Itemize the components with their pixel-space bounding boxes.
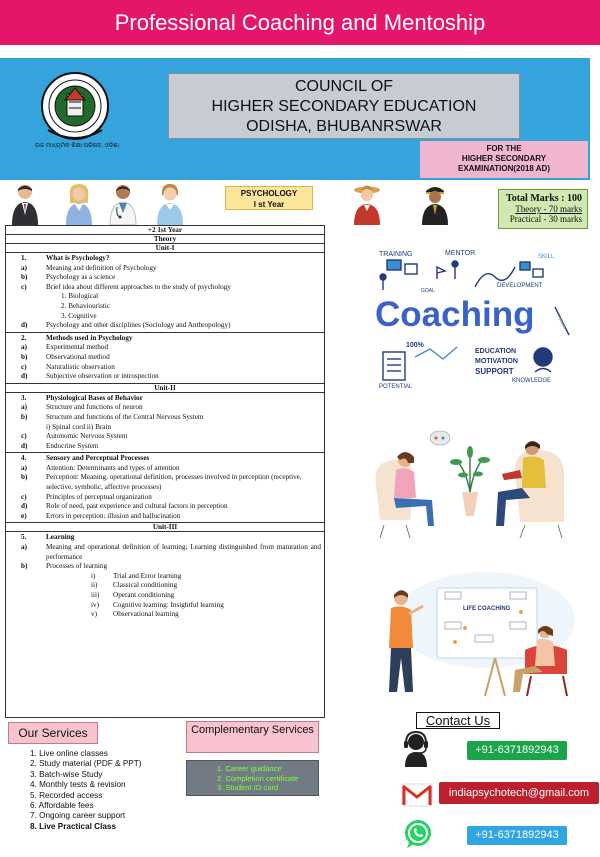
item-letter: b) [21, 562, 28, 571]
topic-item: Psychology and other disciplines (Sociology and Anthropology) [46, 321, 231, 330]
practical-marks: Practical - 30 marks [509, 214, 582, 224]
item-letter: a) [21, 543, 27, 552]
art-word: GOAL [421, 288, 435, 294]
complementary-list [186, 760, 319, 796]
service-item: 6. Affordable fees [30, 801, 94, 811]
subject-name: PSYCHOLOGY [240, 189, 298, 198]
whatsapp-icon [402, 818, 434, 850]
item-letter: e) [21, 511, 27, 520]
sub-text: Classical conditioning [113, 581, 178, 590]
service-item: 7. Ongoing career support [30, 811, 126, 821]
council-line: HIGHER SECONDARY EDUCATION [211, 98, 477, 115]
sub-text: Observational learning [113, 610, 179, 619]
topic-section [6, 532, 324, 620]
art-word: KNOWLEDGE [512, 378, 552, 384]
service-item: 2. Study material (PDF & PPT) [30, 759, 142, 769]
email-button[interactable]: indiapsychotech@gmail.com [439, 782, 599, 804]
topic-item: Meaning and definition of Psychology [46, 263, 157, 272]
service-item: 4. Monthly tests & revision [30, 780, 126, 790]
art-word: TRAINING [379, 251, 413, 258]
subject-label [225, 186, 313, 210]
art-word: Coaching [375, 295, 535, 334]
topic-number: 2. [21, 333, 27, 342]
item-letter: b) [21, 273, 28, 282]
sub-number: ii) [91, 581, 98, 590]
subject-year: I st Year [253, 200, 285, 209]
item-letter: b) [21, 352, 28, 361]
counseling-illustration [370, 430, 570, 540]
topic-title: What is Psychology? [46, 254, 110, 262]
theory-marks: Theory - 70 marks [515, 204, 582, 214]
sub-item [6, 581, 324, 591]
complementary-item: 2. Completion certificate [217, 773, 299, 783]
art-word: POTENTIAL [379, 384, 413, 390]
item-letter: a) [21, 463, 27, 472]
topic-number: 5. [21, 533, 27, 542]
item-letter: a) [21, 403, 27, 412]
farmer-icon [352, 183, 382, 225]
phone-button[interactable]: +91-6371892943 [467, 741, 567, 760]
art-word: EDUCATION [475, 348, 517, 355]
board-label: LIFE COACHING [463, 606, 511, 612]
service-item: 3. Batch-wise Study [30, 769, 103, 779]
topic-number: 4. [21, 454, 27, 463]
topic-title: Learning [46, 533, 75, 542]
item-letter: b) [21, 473, 28, 482]
topic-section [6, 253, 324, 333]
art-word: MOTIVATION [475, 358, 518, 365]
topic-item: Experimental method [46, 343, 109, 352]
exam-line: FOR THE [486, 144, 522, 153]
item-letter: d) [21, 502, 28, 511]
art-word: SKILL [538, 254, 555, 260]
topic-item: Psychology as a science [46, 273, 116, 282]
topic-item: Endocrine System [46, 441, 99, 450]
item-letter: d) [21, 441, 28, 450]
gmail-icon [401, 783, 433, 807]
topic-title: Methods used in Psychology [46, 333, 133, 342]
item-letter: a) [21, 263, 27, 272]
topic-number: 3. [21, 393, 27, 402]
nurse-icon [155, 183, 185, 225]
unit-heading: Unit-I [6, 244, 324, 253]
topic-item: Principles of perceptual organization [46, 492, 152, 501]
service-item: 1. Live online classes [30, 749, 108, 758]
topic-section [6, 333, 324, 384]
council-title [168, 73, 520, 139]
sub-item [6, 591, 324, 601]
topic-item: Observational method [46, 352, 110, 361]
topic-item: Attention: Determinants and types of attention [46, 463, 180, 472]
art-word: DEVELOPMENT [497, 283, 543, 289]
sub-text: Operant conditioning [113, 591, 175, 599]
syllabus-title: +2 1st Year [6, 226, 324, 235]
exam-label [420, 141, 588, 178]
exam-line: EXAMINATION(2018 AD) [457, 164, 550, 173]
sub-text: Trial and Error learning [113, 571, 182, 580]
council-line: ODISHA, BHUBANRSWAR [246, 118, 442, 135]
item-letter: d) [21, 321, 28, 330]
service-item: 8. Live Practical Class [30, 821, 117, 831]
sub-number: iv) [91, 600, 99, 609]
topic-section [6, 393, 324, 454]
sub-item: i) Spinal cord ii) Brain [46, 422, 112, 431]
services-list [30, 749, 190, 832]
marks-box [498, 189, 588, 229]
topic-item: Meaning and operational definition of learning; Learning distinguished from maturation and performance [46, 543, 321, 561]
logo-caption: ଉଚ୍ଚ ମାଧ୍ୟମିକ ଶିକ୍ଷା ପରିଷଦ, ଓଡ଼ିଶା [35, 143, 119, 149]
topic-item: Role of need, past experience and cultural factors in perception [46, 502, 228, 511]
syllabus-table [5, 225, 325, 718]
item-letter: c) [21, 432, 27, 441]
complementary-heading: Complementary Services [186, 721, 319, 753]
officer-icon [420, 183, 450, 225]
service-item: 5. Recorded access [30, 790, 103, 800]
item-letter: c) [21, 492, 27, 501]
complementary-item: 3. Student ID card [217, 783, 279, 792]
complementary-item: 1. Career guidance [217, 764, 282, 773]
sub-number: iii) [91, 591, 100, 599]
theory-heading: Theory [6, 235, 324, 244]
unit-heading: Unit-III [6, 523, 324, 532]
topic-item: Subjective observation or introspection [46, 372, 159, 381]
art-word: MENTOR [445, 250, 476, 257]
our-services-heading: Our Services [8, 722, 98, 744]
topic-section [6, 453, 324, 523]
topic-item: Processes of learning [46, 562, 108, 571]
council-logo-icon [40, 70, 110, 150]
topic-number: 1. [21, 254, 27, 262]
topic-item: Structure and functions of neuron [46, 403, 143, 412]
sub-item: 1. Biological [61, 292, 99, 301]
woman-icon [64, 183, 94, 225]
contact-heading: Contact Us [416, 712, 500, 729]
coaching-illustration [375, 247, 570, 392]
sub-item: 2. Behaviouristic [61, 301, 111, 310]
sub-item: 3. Cognitive [61, 311, 97, 320]
total-marks: Total Marks : 100 [505, 193, 582, 204]
whatsapp-button[interactable]: +91-6371892943 [467, 826, 567, 845]
businessman-icon [10, 183, 40, 225]
council-line: COUNCIL OF [294, 78, 394, 95]
sub-item [6, 610, 324, 620]
topic-item: Brief idea about different approaches to the study of psychology [46, 282, 231, 291]
headset-icon [402, 731, 432, 767]
presentation-illustration [375, 570, 575, 700]
topic-item: Naturalistic observation [46, 362, 115, 371]
sub-item [6, 572, 324, 582]
sub-text: Cognitive learning: Insightful learning [113, 600, 224, 609]
exam-line: HIGHER SECONDARY [461, 154, 547, 163]
unit-heading: Unit-II [6, 384, 324, 393]
topic-title: Sensory and Perceptual Processes [46, 454, 150, 463]
item-letter: c) [21, 362, 27, 371]
topic-title: Physiological Bases of Behavior [46, 393, 143, 402]
doctor-icon [108, 183, 138, 225]
sub-number: v) [91, 610, 97, 619]
topic-item: Errors in perception: illusion and hallucination [46, 511, 181, 520]
sub-item [6, 601, 324, 611]
item-letter: a) [21, 343, 27, 352]
item-letter: b) [21, 412, 28, 421]
item-letter: d) [21, 372, 28, 381]
sub-number: i) [91, 571, 96, 580]
topic-item: Perception: Meaning, operational definition, processes involved in perception (receptive, selective, symbolic, affective processes) [46, 473, 302, 492]
topic-item: Autonomic Nervous System [46, 432, 128, 441]
art-word: 100% [406, 342, 424, 349]
item-letter: c) [21, 282, 27, 291]
art-word: SUPPORT [475, 367, 514, 376]
page-banner: Professional Coaching and Mentoship [0, 0, 600, 45]
topic-item: Structure and functions of the Central Nervous System [46, 412, 204, 421]
